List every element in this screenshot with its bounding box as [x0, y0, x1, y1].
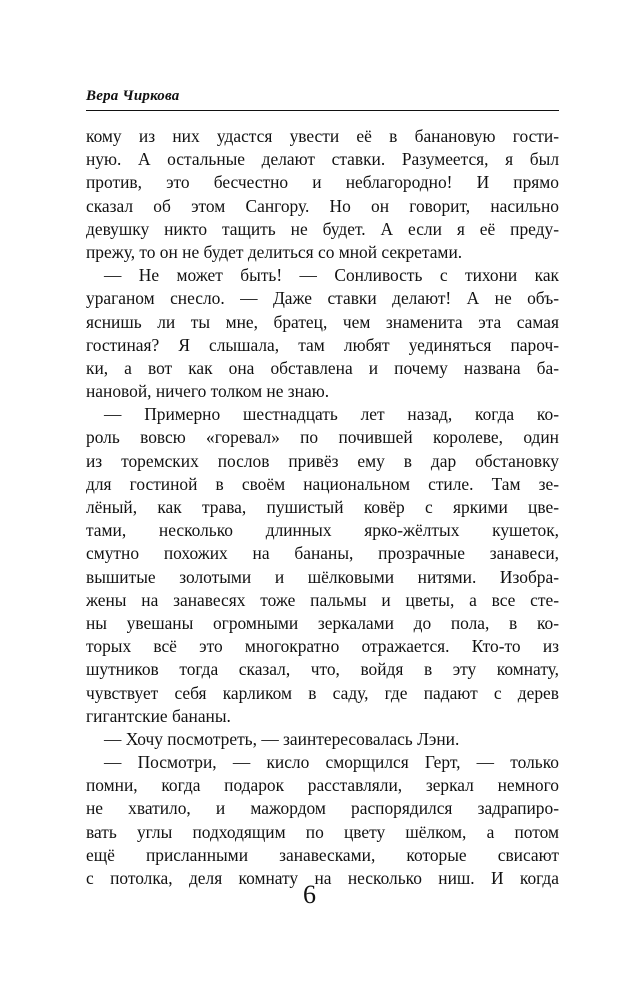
text-line: прежу, то он не будет делиться со мной секретами.	[86, 241, 463, 262]
text-line: не хватило, и мажордом распорядился задрапиро-	[86, 798, 559, 819]
running-header	[86, 84, 559, 111]
text-line: — Примерно шестнадцать лет назад, когда ко-	[104, 404, 559, 425]
text-line: против, это бесчестно и неблагородно! И прямо	[86, 172, 559, 193]
text-line: жены на занавесях тоже пальмы и цветы, а все сте-	[86, 589, 559, 610]
text-line: торых всё это многократно отражается. Кто-то из	[86, 636, 559, 657]
text-line: нановой, ничего толком не знаю.	[86, 381, 330, 402]
text-line: сказал об этом Сангору. Но он говорит, насильно	[86, 195, 559, 216]
author-name: Вера Чиркова	[86, 88, 180, 104]
text-line: шутников тогда сказал, что, войдя в эту комнату,	[86, 659, 559, 680]
text-line: вать углы подходящим по цвету шёлком, а потом	[86, 821, 559, 842]
text-line: чувствует себя карликом в саду, где падают с дерев	[86, 682, 559, 703]
text-line: ны увешаны огромными зеркалами до пола, в ко-	[86, 612, 559, 633]
text-line: — Хочу посмотреть, — заинтересовалась Лэни.	[104, 728, 460, 749]
text-line: для гостиной в своём национальном стиле. Там зе-	[86, 473, 559, 494]
text-line: роль вовсю «горевал» по почившей королеве, один	[86, 427, 559, 448]
text-line: — Посмотри, — кисло сморщился Герт, — только	[104, 752, 559, 773]
text-line: вышитые золотыми и шёлковыми нитями. Изобра-	[86, 566, 559, 587]
text-line: гигантские бананы.	[86, 705, 231, 726]
page-number: 6	[303, 880, 316, 909]
text-line: — Не может быть! — Сонливость с тихони как	[104, 265, 559, 286]
text-line: помни, когда подарок расставляли, зеркал немного	[86, 775, 559, 796]
text-line: ещё присланными занавесками, которые свисают	[86, 844, 559, 865]
text-line: яснишь ли ты мне, братец, чем знаменита эта самая	[86, 311, 559, 332]
text-line: смутно похожих на бананы, прозрачные занавеси,	[86, 543, 559, 564]
text-line: тами, несколько длинных ярко-жёлтых кушеток,	[86, 520, 559, 541]
text-line: девушку никто тащить не будет. А если я её преду-	[86, 218, 559, 239]
text-line: лёный, как трава, пушистый ковёр с яркими цве-	[86, 497, 559, 517]
text-line: гостиная? Я слышала, там любят уединяться пароч-	[86, 334, 559, 355]
text-line: ураганом снесло. — Даже ставки делают! А не объ-	[86, 288, 559, 309]
text-line: из торемских послов привёз ему в дар обстановку	[86, 450, 559, 471]
text-line: ную. А остальные делают ставки. Разумеется, я был	[86, 149, 559, 170]
text-line: с потолка, деля комнату на несколько ниш. И когда	[86, 868, 559, 888]
body-text	[86, 125, 559, 890]
text-line: кому из них удастся увести её в банановую гости-	[86, 126, 559, 146]
text-line: ки, а вот как она обставлена и почему названа ба-	[86, 357, 559, 378]
